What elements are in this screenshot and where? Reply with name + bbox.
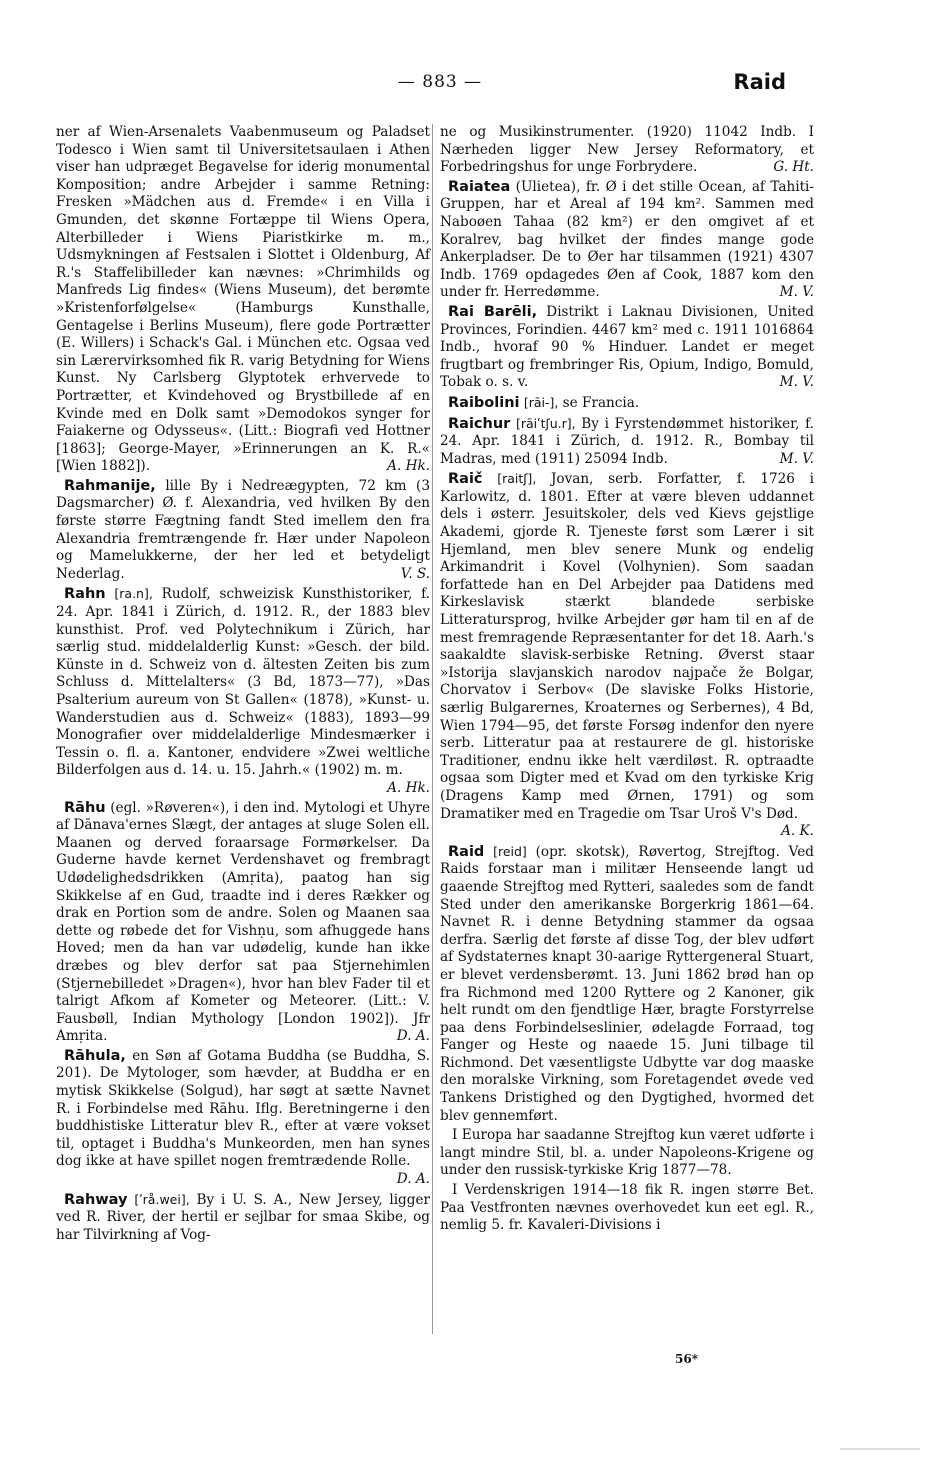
dictionary-entry <box>56 1048 430 1189</box>
entry-paragraph <box>440 1127 814 1180</box>
entry-headword: Raiatea <box>448 178 511 195</box>
entry-headword: Rahmanije, <box>64 477 156 494</box>
dictionary-entry <box>440 394 814 413</box>
entry-pronunciation: [raitʃ], <box>497 471 537 487</box>
entry-pronunciation: [rāiʹtʃu.r], <box>515 415 576 431</box>
entry-paragraph <box>440 124 814 177</box>
author-signature: D. A. <box>396 1028 430 1045</box>
entry-pronunciation: [rāi-], <box>523 394 559 410</box>
entry-text: I Verdenskrigen 1914—18 fik R. ingen større Bet. Paa Vestfronten nævnes overhovedet kun eet egl. R., nemlig 5. fr. Kavaleri-Divisions i <box>440 1182 814 1234</box>
author-signature: A. Hk. <box>387 779 430 796</box>
entry-text: ne og Musikinstrumenter. (1920) 11042 Indb. I Nærheden ligger New Jersey Reformatory, et Forbedringshus for unge Forbrydere. <box>440 124 814 176</box>
dictionary-entry <box>56 800 430 1046</box>
entry-text: Rudolf, schweizisk Kunsthistoriker, f. 24. Apr. 1841 i Zürich, d. 1912. R., der 1883 blev kunsthist. Prof. ved Polytechnikum i Zürich, har særlig stud. middelalderlig Kunst: »Gesch. der bild. Künste in d. Schweiz von d. ältesten Zeiten bis zum Schluss d. Mittelalters« (3 Bd, 1873—77), »Das Psalterium aureum von St Gallen« (1878), »Kunst- u. Wanderstudien aus d. Schweiz« (1883), 1893—99 Monografier over middelalderlige Mindesmærker i Tessin o. fl. a. Kantoner, endvidere »Zwei weltliche Bilderfolgen aus d. 14. u. 15. Jahrh.« (1902) m. m. <box>56 586 430 779</box>
column-divider <box>432 124 433 1334</box>
left-column <box>56 124 430 1246</box>
entry-headword: Raič <box>448 471 483 488</box>
dictionary-entry <box>440 179 814 302</box>
entry-headword: Rahn <box>64 586 106 603</box>
dictionary-entry <box>56 585 430 797</box>
entry-headword: Rahway <box>64 1191 128 1208</box>
entry-text: (opr. skotsk), Røvertog, Strejftog. Ved Raids forstaar man i militær Henseende langt ud gaaende Strejftog med Rytteri, saaledes som de fandt Sted under den amerikanske Borgerkrig 1861—64. Navnet R. i denne Betydning stammer da ogsaa derfra. Særlig det første af disse Tog, der blev udført af Sydstaternes knapt 30-aarige Ryttergeneral Stuart, er blevet verdensberømt. 13. Juni 1862 brød han op fra Richmond med 1200 Ryttere og 2 Kanoner, gik helt rundt om den fjendtlige Hær, bragte Forstyrrelse paa dens Forbindelseslinier, ødelagde Forraad, tog Fanger og Heste og naaede 15. Juni tilbage til Richmond. Det væsentligste Udbytte var dog maaske den moralske Virkning, som Foretagendet øvede ved Tankens Dristighed og den Dygtighed, hvormed det blev gennemført. <box>440 843 814 1124</box>
dictionary-entry <box>440 415 814 469</box>
author-signature: M. V. <box>779 450 814 467</box>
entry-text: en Søn af Gotama Buddha (se Buddha, S. 201). De Mytologer, som hævder, at Buddha er en mytisk Skikkelse (Solgud), har søgt at sætte Navnet R. i Forbindelse med Rāhu. Iflg. Beretningerne i den buddhistiske Litteratur blev R., efter at være vokset til, optaget i Buddha's Munkeorden, men han synes dog ikke at have spillet nogen fremtrædende Rolle. <box>56 1047 430 1170</box>
entry-text: By i U. S. A., New Jersey, ligger ved R. River, der hertil er sejlbar for smaa Skibe, og har Tilvirkning af Vog- <box>56 1191 430 1243</box>
dictionary-entry <box>56 1191 430 1245</box>
entry-headword: Rāhula, <box>64 1047 126 1064</box>
page-number: — 883 — <box>397 72 483 92</box>
entry-text: Distrikt i Laknau Divisionen, United Provinces, Forindien. 4467 km² med c. 1911 1016864 Indb., hvoraf 90 % Hinduer. Landet er meget frugtbart og frembringer Ris, Opium, Indigo, Bomuld, Tobak o. s. v. <box>440 303 814 391</box>
author-signature: V. S. <box>400 565 430 582</box>
dictionary-entry <box>56 478 430 584</box>
entry-text: I Europa har saadanne Strejftog kun været udførte i langt mindre Stil, bl. a. under Napoleons-Krigene og under den russisk-tyrkiske Krig 1877—78. <box>440 1127 814 1179</box>
author-signature: G. Ht. <box>773 159 814 176</box>
entry-headword: Raichur <box>448 415 511 432</box>
signature-mark: 56* <box>675 1352 698 1366</box>
entry-headword: Raid <box>448 843 485 860</box>
entry-text: se Francia. <box>562 394 640 411</box>
running-head: Raid <box>733 70 786 94</box>
dictionary-entry <box>440 843 814 1126</box>
entry-paragraph <box>440 1182 814 1235</box>
right-column <box>440 124 814 1237</box>
entry-text: (Ulietea), fr. Ø i det stille Ocean, af Tahiti-Gruppen, har et Areal af 194 km². Sammen med Naboøen Tahaa (82 km²) er den omgivet af et Koralrev, bag hvilket der findes mange gode Ankerpladser. De to Øer har tilsammen (1921) 4307 Indb. 1769 opdagedes Øen af Cook, 1887 kom den under fr. Herredømme. <box>440 178 814 301</box>
entry-pronunciation: [ʹrå.wei], <box>134 1191 190 1207</box>
entry-headword: Raibolini <box>448 394 520 411</box>
author-signature: M. V. <box>779 374 814 391</box>
author-signature: M. V. <box>779 284 814 301</box>
entry-headword: Rāhu <box>64 799 106 816</box>
entry-paragraph <box>56 124 430 476</box>
entry-pronunciation: [reid] <box>493 843 527 859</box>
entry-pronunciation: [ra.n], <box>114 586 153 602</box>
scan-edge <box>840 1448 920 1450</box>
entry-text: By i Fyrstendømmet historiker, f. 24. Apr. 1841 i Zürich, d. 1912. R., Bombay til Madras, med (1911) 25094 Indb. <box>440 415 815 467</box>
entry-text: (egl. »Røveren«), i den ind. Mytologi et Uhyre af Dānava'ernes Slægt, der antages at sluge Solen ell. Maanen og derved foraarsage Formørkelser. Da Guderne havde kernet Verdenshavet og frembragt Udødelighedsdrikken (Amṛita), paatog han sig Skikkelse af en Gud, traadte ind i deres Rækker og drak en Portion som de andre. Solen og Maanen saa dette og røbede det for Vishṇu, som afhuggede hans Hoved; men da han var udødelig, kunde han ikke dræbes og blev derfor sat paa Stjernehimlen (Stjernebilledet »Dragen«), hvor han blev Fader til et talrigt Afkom af Kometer og Meteorer. (Litt.: V. Fausbøll, Indian Mythology [London 1902]). Jfr Amṛita. <box>56 799 430 1045</box>
author-signature: D. A. <box>396 1171 430 1188</box>
entry-headword: Rai Barēli, <box>448 303 538 320</box>
entry-text: lille By i Nedreægypten, 72 km (3 Dagsmarcher) Ø. f. Alexandria, ved hvilken By den første større Fægtning fandt Sted imellem den fra Alexandria fremtrængende fr. Hær under Napoleon og Mamelukkerne, der her led et betydeligt Nederlag. <box>56 477 430 582</box>
dictionary-entry <box>440 470 814 840</box>
dictionary-entry <box>440 304 814 392</box>
author-signature: A. Hk. <box>387 458 430 475</box>
entry-text: Jovan, serb. Forfatter, f. 1726 i Karlowitz, d. 1801. Efter at være bleven uddannet dels i østerr. Jesuitskoler, dels ved Kievs gejstlige Akademi, gjorde R. Tjeneste først som Lærer i sit Hjemland, men blev senere Munk og endelig Arkimandrit i Kovel (Volhynien). Som saadan forfattede han en Del Arbejder paa Datidens med Kirkeslavisk stærkt blandede serbiske Litteratursprog, hvilke Arbejder gør ham til en af de mest fremragende Repræsentanter for det 18. Aarh.'s saakaldte slavisk-serbiske Retning. Øverst staar »Istorija slavjanskich narodov najpače že Bolgar, Chorvatov i Serbov« (De slaviske Folks Historie, særlig Bulgarernes, Kroaternes og Serbernes), 4 Bd, Wien 1794—95, det første Forsøg indenfor den nyere serb. Litteratur paa at restaurere de gl. historiske Traditioner, endnu ikke helt værdiløst. R. optraadte ogsaa som Digter med et Kvad om den tyrkiske Krig (Dragens Kamp med Ørnen, 1791) og som Dramatiker med en Tragedie om Tsar Uroš V's Død. <box>440 471 814 822</box>
entry-text: ner af Wien-Arsenalets Vaabenmuseum og Paladset Todesco i Wien samt til Universitetsaulaen i Athen viser han udpræget Begavelse for iderig monumental Komposition; andre Arbejder i samme Retning: Fresken »Mädchen aus d. Fremde« i en Villa i Gmunden, det skønne Fortæppe til Wiens Opera, Alterbilleder i Wiens Piaristkirke m. m., Udsmykningen af Festsalen i Slottet i Oldenburg, Af R.'s Staffelibilleder kan nævnes: »Chrimhilds og Manfreds Lig findes« (Wiens Museum), det berømte »Kristenforfølgelse« (Hamburgs Kunsthalle, Gentagelse i Berlins Museum), flere gode Portrætter (E. Willers) i Schack's Gal. i München etc. Ogsaa ved sin Lærervirksomhed fik R. varig Betydning for Wiens Kunst. Ny Carlsberg Glyptotek erhvervede to Portrætter, et Kvindehoved og Brystbillede af en Kvinde med en Dolk samt »Demodokos synger for Faiakerne og Odysseus«. (Litt.: Biografi ved Hottner [1863]; George-Mayer, »Erinnerungen an K. R.« [Wien 1882]). <box>56 124 430 475</box>
author-signature: A. K. <box>781 823 814 840</box>
